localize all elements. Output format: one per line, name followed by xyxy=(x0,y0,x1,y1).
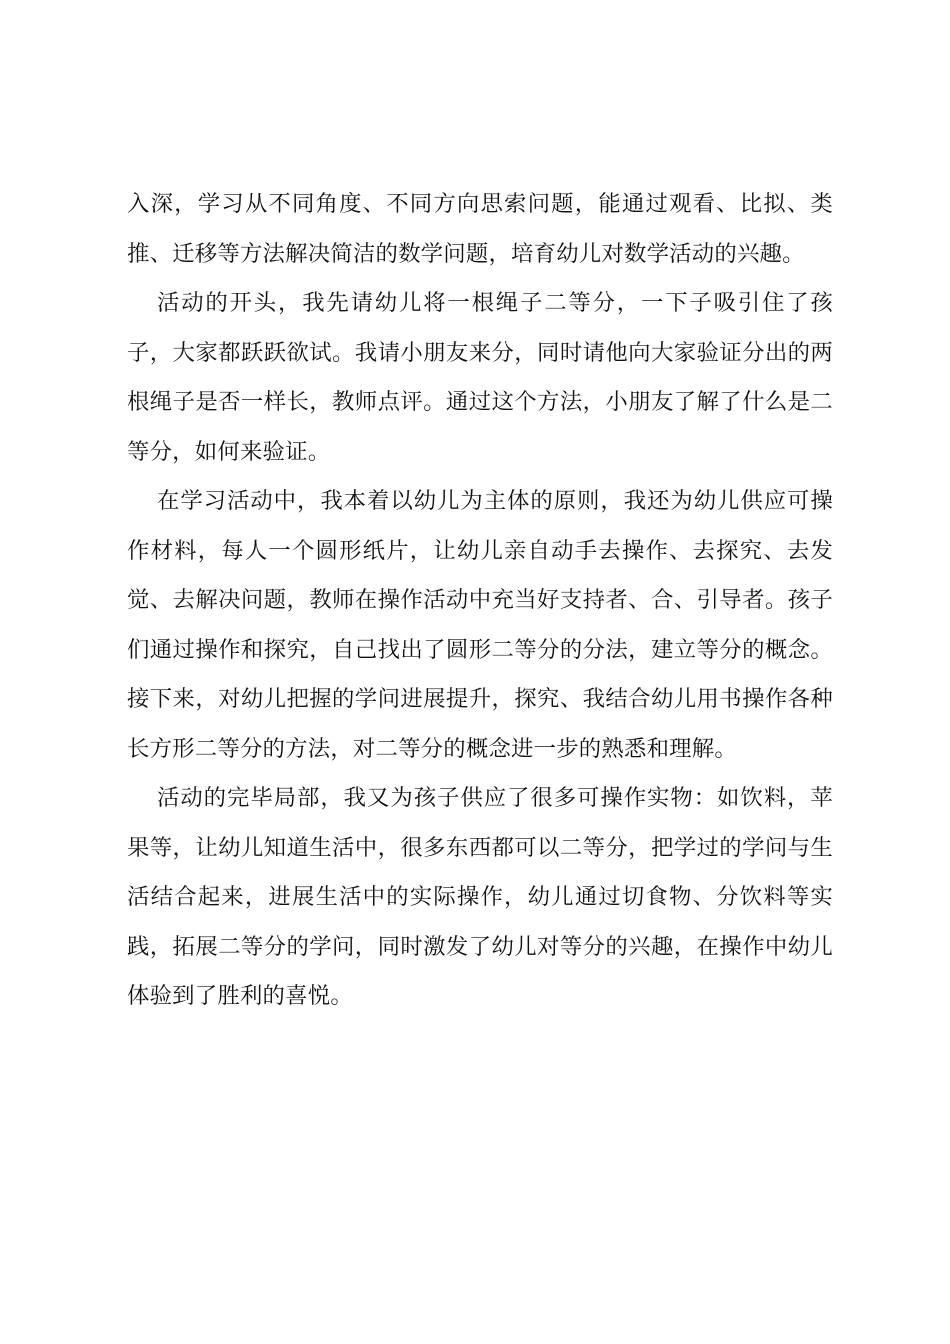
paragraph-activity-opening: 活动的开头，我先请幼儿将一根绳子二等分，一下子吸引住了孩子，大家都跃跃欲试。我请小朋友来分，同时请他向大家验证分出的两根绳子是否一样长，教师点评。通过这个方法，小朋友了解了什么是二等分，如何来验证。 xyxy=(127,290,833,465)
paragraph-learning-activity: 在学习活动中，我本着以幼儿为主体的原则，我还为幼儿供应可操作材料，每人一个圆形纸片，让幼儿亲自动手去操作、去探究、去发觉、去解决问题，教师在操作活动中充当好支持者、合、引导者。孩子们通过操作和探究，自己找出了圆形二等分的分法，建立等分的概念。接下来，对幼儿把握的学问进展提升，探究、我结合幼儿用书操作各种长方形二等分的方法，对二等分的概念进一步的熟悉和理解。 xyxy=(127,488,833,762)
paragraph-activity-ending: 活动的完毕局部，我又为孩子供应了很多可操作实物：如饮料，苹果等，让幼儿知道生活中，很多东西都可以二等分，把学过的学问与生活结合起来，进展生活中的实际操作，幼儿通过切食物、分饮料等实践，拓展二等分的学问，同时激发了幼儿对等分的兴趣，在操作中幼儿体验到了胜利的喜悦。 xyxy=(127,785,833,1009)
paragraph-continuation: 入深，学习从不同角度、不同方向思索问题，能通过观看、比拟、类推、迁移等方法解决简洁的数学问题，培育幼儿对数学活动的兴趣。 xyxy=(127,191,833,267)
document-body xyxy=(127,180,833,1022)
